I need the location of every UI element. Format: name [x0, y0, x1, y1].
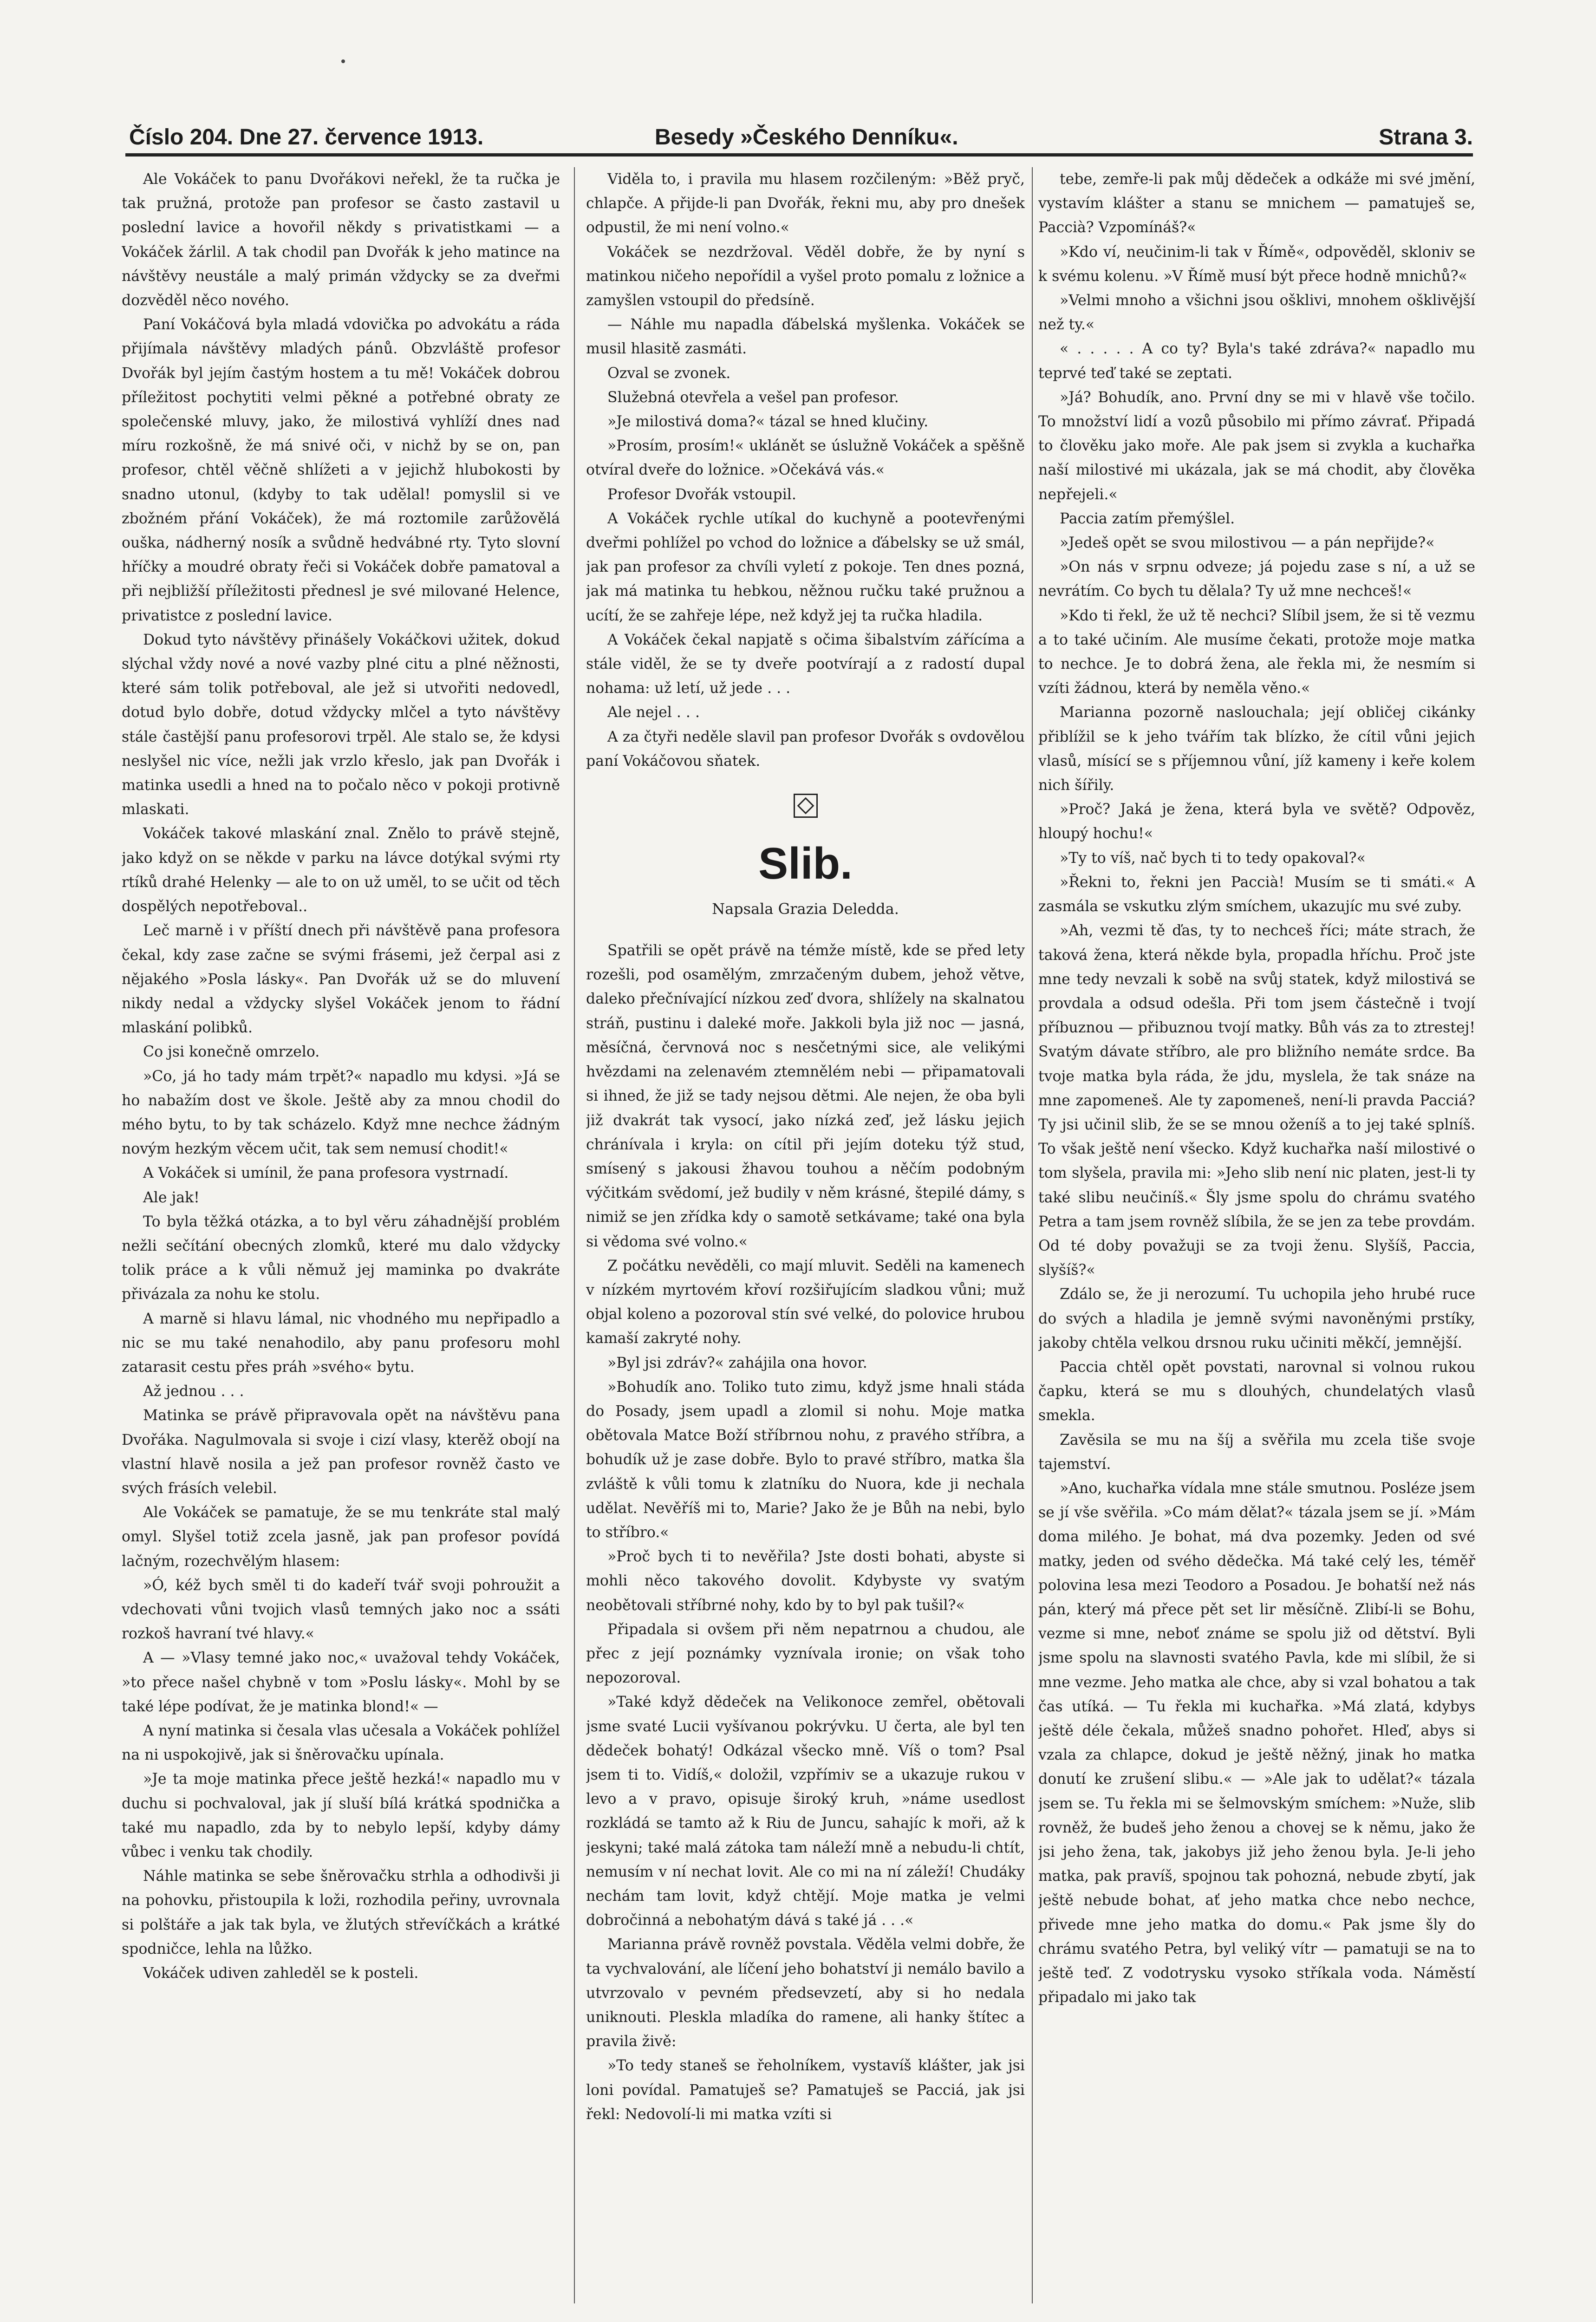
paragraph: »Co, já ho tady mám trpět?« napadlo mu kdysi. »Já se ho nabažím dost ve škole. Ještě aby za mnou chodil do mého bytu, to by tak scházelo. Když mne nechce žádným novým hezkým věcem učit, tak sem nemusí chodit!« [122, 1068, 560, 1158]
paragraph: »Ty to víš, nač bych ti to tedy opakoval?« [1060, 849, 1366, 867]
paragraph: Dokud tyto návštěvy přinášely Vokáčkovi užitek, dokud slýchal vždy nové a nové vazby plné citu a plné něžnosti, které sám tolik potřeboval, ale jež si utvořiti nedovedl, dotud bylo dobře, dotud vždycky mlčel a tyto návštěvy stále častější panu profesorovi trpěl. Ale stalo se, že kdysi neslyšel nic více, nežli jak vrzlo křeslo, jak pan Dvořák i matinka usedli a hned na to počalo něco v pokoji protivně mlaskati. [122, 631, 560, 818]
section-ornament-icon [794, 794, 818, 818]
paragraph: »On nás v srpnu odveze; já pojedu zase s ní, a už se nevrátím. Co bych tu dělala? Ty už mne nechceš!« [1038, 559, 1475, 600]
paragraph: Vokáček udiven zahleděl se k posteli. [143, 1965, 419, 1982]
paragraph: A za čtyři neděle slavil pan profesor Dvořák s ovdovělou paní Vokáčovou sňatek. [586, 728, 1025, 770]
paragraph: »Kdo ti řekl, že už tě nechci? Slíbil jsem, že si tě vezmu a to také učiním. Ale musíme čekati, protože moje matka to nechce. Je to dobrá žena, ale řekla mi, že nesmím si vzíti žádnou, která by neměla věno.« [1038, 607, 1475, 697]
paragraph: »Je milostivá doma?« tázal se hned klučiny. [607, 413, 929, 430]
column-2 [586, 167, 1025, 2303]
paragraph: »Ó, kéž bych směl ti do kadeří tvář svoji pohroužit a vdechovati vůni tvojich vlasů temných jako noc a ssáti rozkoš havraní tvé hlavy.« [122, 1577, 560, 1643]
paragraph: Ale jak! [143, 1189, 200, 1206]
story-paragraph: Připadala si ovšem při něm nepatrnou a chudou, ale přec z její poznámky vyznívala ironie; on však toho nepozoroval. [586, 1621, 1025, 1687]
column-3 [1038, 167, 1475, 2303]
paragraph: A — »Vlasy temné jako noc,« uvažoval tehdy Vokáček, »to přece našel chybně v tom »Poslu lásky«. Mohl by se také lépe podívat, že je matinka blond!« — [122, 1650, 560, 1715]
paragraph: A Vokáček čekal napjatě s očima šibalstvím zářícíma a stále viděl, že se ty dveře pootvírají a z radostí dupal nohama: už letí, už jede . . . [586, 631, 1025, 697]
paragraph: — Náhle mu napadla ďábelská myšlenka. Vokáček se musil hlasitě zasmáti. [586, 316, 1025, 358]
newspaper-title: Besedy »Českého Denníku«. [655, 125, 958, 150]
page-number: Strana 3. [1379, 125, 1473, 150]
paragraph: Paccia zatím přemýšlel. [1060, 510, 1235, 527]
paragraph: »Velmi mnoho a všichni jsou ošklivi, mnohem ošklivější než ty.« [1038, 292, 1475, 333]
paragraph: Leč marně i v příští dnech při návštěvě pana profesora čekal, kdy zase začne se svými frásemi, jež čerpal asi z nějakého »Posla lásky«. Pan Dvořák už se do mluvení nikdy nedal a vždycky slyšel Vokáček jenom to řádní mlaskání polibků. [122, 922, 560, 1037]
column-rule [1032, 167, 1033, 2303]
paragraph: Zavěsila se mu na šíj a svěřila mu zcela tiše svoje tajemství. [1038, 1431, 1475, 1473]
story-paragraph: »Proč bych ti to nevěřila? Jste dosti bohati, abyste si mohli něco takového dovolit. Kdybyste vy svatým neobětovali stříbrné nohy, kdo by to byl pak tušil?« [586, 1548, 1025, 1614]
paragraph: A marně si hlavu lámal, nic vhodného mu nepřipadlo a nic se mu také nenahodilo, aby panu profesoru mohl zatarasit cestu přes práh »svého« bytu. [122, 1310, 560, 1376]
paragraph: »Prosím, prosím!« uklánět se úslužně Vokáček a spěšně otvíral dveře do ložnice. »Očekává vás.« [586, 437, 1025, 479]
paragraph: Paní Vokáčová byla mladá vdovička po advokátu a ráda přijímala návštěvy mladých pánů. Obzvláště profesor Dvořák byl jejím častým hostem a tu mě! Vokáček dobrou příležitost pochytiti velmi pěkné a potřebné obraty ze společenské mluvy, jako, že milostivá vyhlíží dnes nad míru rozkošně, že má snivé oči, v nichž by se on, pan profesor, chtěl věčně shlížeti a v jejichž hlubokosti by snadno utonul, (kdyby to tak udělal! pomyslil si ve zbožném přání Vokáček), že má roztomile zarůžovělá ouška, nádherný nosík a svůdně hedvábné rty. Tyto slovní hříčky a moudré obraty řeči si Vokáček dobře pamatoval a při nejbližší příležitosti přednesl je své milované Helence, privatistce z poslední lavice. [122, 316, 560, 624]
paragraph: Zdálo se, že ji nerozumí. Tu uchopila jeho hrubé ruce do svých a hladila je jemně svými navoněnými prstíky, jakoby chtěla velkou drsnou ruku učiniti měkčí, jemnější. [1038, 1286, 1475, 1351]
paragraph: Až jednou . . . [143, 1383, 244, 1400]
paragraph: Ale Vokáček se pamatuje, že se mu tenkráte stal malý omyl. Slyšel totiž zcela jasně, jak pan profesor povídá lačným, rozechvělým hlasem: [122, 1504, 560, 1570]
paragraph: A Vokáček si umínil, že pana profesora vystrnadí. [143, 1165, 509, 1182]
paragraph: Náhle matinka se sebe šněrovačku strhla a odhodivši ji na pohovku, přistoupila k loži, rozhodila peřiny, uvrovnala si polštáře a jak tak byla, ve žlutých střevíčkách a krátké spodničce, lehla na lůžko. [122, 1868, 560, 1957]
story-paragraph: Marianna právě rovněž povstala. Věděla velmi dobře, že ta vychvalování, ale líčení jeho bohatství ji nemálo bavilo a utvrzovalo v pevném předsevzetí, aby si ho nedala uniknouti. Pleskla mladíka do ramene, ali hanky štítec a pravila živě: [586, 1936, 1025, 2050]
column-1 [122, 167, 560, 2303]
paragraph: Marianna pozorně naslouchala; její obličej cikánky přiblížil se k jeho tvářím tak blízko, že cítil vůni jejich vlasů, mísící se s příjemnou vůní, jíž kameny i keře kolem nich šířily. [1038, 704, 1475, 794]
story-paragraph: Spatřili se opět právě na témže místě, kde se před lety rozešli, pod osamělým, zmrzačeným dubem, jehož větve, daleko přečnívající nízkou zeď dvora, shlížely na skalnatou stráň, pustinu i daleké moře. Jakkoli byla již noc — jasná, měsíčná, červnová noc s nesčetnými sice, ale velikými hvězdami na zelenavém ztemnělém nebi — připamatovali si ihned, že již se tady nejsou dětmi. Ale nejen, že oba byli již dvakrát tak vysocí, jako nízká zeď, jež lásku jejich chránívala i kryla: on cítil při jejím doteku týž stud, smísený s jakousi žhavou touhou a něčím podobným výčitkám svědomí, jež budily v něm krásné, štepilé dámy, s nimiž se jen zřídka kdy o samotě setkávame; také ona byla si vědoma své volno.« [586, 942, 1025, 1250]
story-paragraph: »Také když dědeček na Velikonoce zemřel, obětovali jsme svaté Lucii vyšívanou pokrývku. U čerta, ale byl ten dědeček bohatý! Odkázal všecko mně. Víš o tom? Psal jsem ti to. Vidíš,« doložil, vzpřímiv se a ukazuje rukou v levo a v pravo, opisuje široký kruh, »náme usedlost rozkládá se tamto až k Riu de Juncu, sahajíc k moři, až k jeskyni; také malá zátoka tam náleží mně a nebudu-li chtít, nemusím v ní nechat lovit. Ale co mi na ní záleží! Chudáky nechám tam lovit, když chtějí. Moje matka je velmi dobročinná a nebohatým dává s také já . . .« [586, 1694, 1025, 1929]
paragraph: tebe, zemře-li pak můj dědeček a odkáže mi své jmění, vystavím klášter a stanu se mnichem — pamatuješ se, Paccià? Vzpomínáš?« [1038, 171, 1475, 236]
paragraph: Matinka se právě připravovala opět na návštěvu pana Dvořáka. Nagulmovala si svoje i cizí vlasy, kterěž obojí na vlastní hlavě nosila a jež pan profesor rovněž často ve svých frásích velebil. [122, 1407, 560, 1497]
paragraph: Vokáček se nezdržoval. Věděl dobře, že by nyní s matinkou ničeho nepořídil a vyšel proto pomalu z ložnice a zamyšlen vstoupil do předsíně. [586, 243, 1025, 309]
story-byline: Napsala Grazia Deledda. [712, 900, 899, 918]
story-paragraph: »Bohudík ano. Toliko tuto zimu, když jsme hnali stáda do Posady, jsem upadl a zlomil si nohu. Moje matka obětovala Matce Boží stříbrnou nohu, z pravého stříbra, a bohudík už je zase dobře. Bylo to pravé stříbro, matka šla zvláště k vůli tomu k zlatníku do Nuora, kde ji nechala udělat. Nevěříš mi to, Marie? Jako že je Bůh na nebi, bylo to stříbro.« [586, 1378, 1025, 1541]
column-rule [574, 167, 575, 2303]
print-speck [341, 59, 345, 63]
paragraph: To byla těžká otázka, a to byl věru záhadnější problém nežli sečítání obecných zlomků, které mu dalo vždycky tolik práce a k vůli němuž jej maminka po dvakráte přivázala za nohu ke stolu. [122, 1213, 560, 1303]
paragraph: Ozval se zvonek. [607, 365, 731, 382]
paragraph: »Řekni to, řekni jen Paccià! Musím se ti smáti.« A zasmála se vskutku zlým smíchem, ukazujíc mu své zuby. [1038, 874, 1475, 915]
paragraph: « . . . . . A co ty? Byla's také zdráva?« napadlo mu teprvé teď také se zeptati. [1038, 340, 1475, 382]
page-header [125, 124, 1473, 157]
story-title: Slib. [758, 839, 853, 889]
paragraph: »Je ta moje matinka přece ještě hezká!« napadlo mu v duchu si pochvaloval, jak jí sluší bílá krátká spodnička a také mu napadlo, zda by to nebylo lepší, kdyby dámy vůbec i venku tak chodily. [122, 1771, 560, 1861]
paragraph: Ale nejel . . . [607, 704, 700, 721]
paragraph: Ale Vokáček to panu Dvořákovi neřekl, že ta ručka je tak pružná, protože pan profesor se často zastavil u poslední lavice a hovořil někdy s privatistkami — a Vokáček žárlil. A tak chodil pan Dvořák k jeho matince na návštěvy neustále a malý primán vždycky se za dveřmi dozvěděl něco nového. [122, 171, 560, 309]
paragraph: A nyní matinka si česala vlas učesala a Vokáček pohlížel na ni uspokojivě, jak si šněrovačku upínala. [122, 1722, 560, 1764]
paragraph: »Ah, vezmi tě ďas, ty to nechceš říci; máte strach, že taková žena, která někde byla, propadla hříchu. Proč jste mne tedy nevzali k sobě na svůj statek, když milostivá se provdala a odsud odešla. Při tom jsem částečně i tvojí příbuznou — přibuznou tvojí matky. Bůh vás za to ztrestej! Svatým dávate stříbro, ale pro bližního nemáte srdce. Ba tvoje matka byla ráda, že jdu, myslela, že tak snáze na mne zapomeneš. Ale ty zapomeneš, není-li pravda Pacciá? Ty jsi učinil slib, že se se mnou oženíš a to jej také splníš. To však ještě není všecko. Když kuchařka naší milostivé o tom slyšela, pravila mi: »Jeho slib není nic platen, jest-li ty také slibu neučiníš.« Šly jsme spolu do chrámu svatého Petra a tam jsem rovněž slíbila, že se jen za tebe provdám. Od té doby považuji se za tvoji ženu. Slyšíš, Paccia, slyšíš?« [1038, 922, 1475, 1279]
issue-date: Číslo 204. Dne 27. července 1913. [129, 125, 484, 150]
paragraph: Co jsi konečně omrzelo. [143, 1044, 320, 1061]
paragraph: Vokáček takové mlaskání znal. Znělo to právě stejně, jako když on se někde v parku na lávce dotýkal svými rty rtíků drahé Helenky — ale to on už uměl, to se učit od těch dospělých nepotřeboval.. [122, 825, 560, 915]
story-paragraph: »Byl jsi zdráv?« zahájila ona hovor. [607, 1354, 867, 1371]
paragraph: Paccia chtěl opět povstati, narovnal si volnou rukou čapku, která se mu s dlouhých, chundelatých vlasů smekla. [1038, 1358, 1475, 1424]
paragraph: A Vokáček rychle utíkal do kuchyně a pootevřenými dveřmi pohlížel po vchod do ložnice a ďábelsky se už smál, jak pan profesor za chvíli vyletí z pokoje. Ten dnes pozná, jak má matinka tu hebkou, něžnou ručku také pružnou a ucítí, že se zahřeje lépe, než když jej ta ručka hladila. [586, 510, 1025, 624]
paragraph: »Jedeš opět se svou milostivou — a pán nepřijde?« [1060, 535, 1435, 552]
paragraph: »Já? Bohudík, ano. První dny se mi v hlavě vše točilo. To množství lidí a vozů působilo mi přímo závrať. Připadá to člověku jako moře. Ale pak jsem si zvykla a kuchařka naší milostivé mi ukázala, jak se má chodit, aby člověka nepřejeli.« [1038, 389, 1475, 503]
story-paragraph: Z počátku nevěděli, co mají mluvit. Seděli na kamenech v nízkém myrtovém křoví rozšiřujícím sladkou vůni; muž objal koleno a pozoroval stín své velké, do polovice hrubou kamaší zakryté nohy. [586, 1257, 1025, 1347]
story-paragraph: »To tedy staneš se řeholníkem, vystavíš klášter, jak jsi loni povídal. Pamatuješ se? Pamatuješ se Pacciá, jak jsi řekl: Nedovolí-li mi matka vzíti si [586, 2057, 1025, 2123]
paragraph: »Ano, kuchařka vídala mne stále smutnou. Posléze jsem se jí vše svěřila. »Co mám dělat?« tázala jsem se jí. »Mám doma milého. Je bohat, má dva pozemky. Jeden od své matky, jeden od svého dědečka. Má také celý les, téměř polovina lesa mezi Teodoro a Posadou. Je bohatší než nás pán, který má přece pět set lir měsíčně. Zlibí-li se Bohu, vezme si mne, neboť známe se spolu již od dětství. Byli jsme spolu na slavnosti svatého Pavla, kde mi slíbil, že si mne vezme. Jeho matka ale chce, aby si vzal bohatou a tak čas utíká. — Tu řekla mi kuchařka. »Má zlatá, kdybys ještě déle čekala, můžeš snadno pohořet. Hleď, abys si vzala za chlapce, dokud je ještě něžný, jinak ho matka donutí ke zrušení slibu.« — »Ale jak to udělat?« tázala jsem se. Tu řekla mi se šelmovským smíchem: »Nuže, slib rovněž, že budeš jeho ženou a chovej se k němu, jako že jsi jeho žena, tak, jakobys již jeho ženou byla. Je-li jeho matka, pak pravíš, spojnou tak pohozná, nebude zbytí, jak ještě nebude bohat, ať jeho matka chce nebo nechce, přivede mne jeho matka do domu.« Pak jsme šly do chrámu svatého Petra, byl veliký vítr — pamatuji se na to ještě teď. Z vodotrysku vysoko stříkala voda. Náměstí připadalo mi jako tak [1038, 1480, 1475, 2006]
paragraph: »Proč? Jaká je žena, která byla ve světě? Odpověz, hloupý hochu!« [1038, 801, 1475, 842]
paragraph: Viděla to, i pravila mu hlasem rozčileným: »Běž pryč, chlapče. A přijde-li pan Dvořák, řekni mu, aby pro dnešek odpustil, že mi není volno.« [586, 171, 1025, 236]
paragraph: Služebná otevřela a vešel pan profesor. [607, 389, 899, 406]
paragraph: »Kdo ví, neučinim-li tak v Římě«, odpověděl, skloniv se k svému kolenu. »V Římě musí být přece hodně mnichů?« [1038, 243, 1475, 285]
paragraph: Profesor Dvořák vstoupil. [607, 486, 796, 503]
